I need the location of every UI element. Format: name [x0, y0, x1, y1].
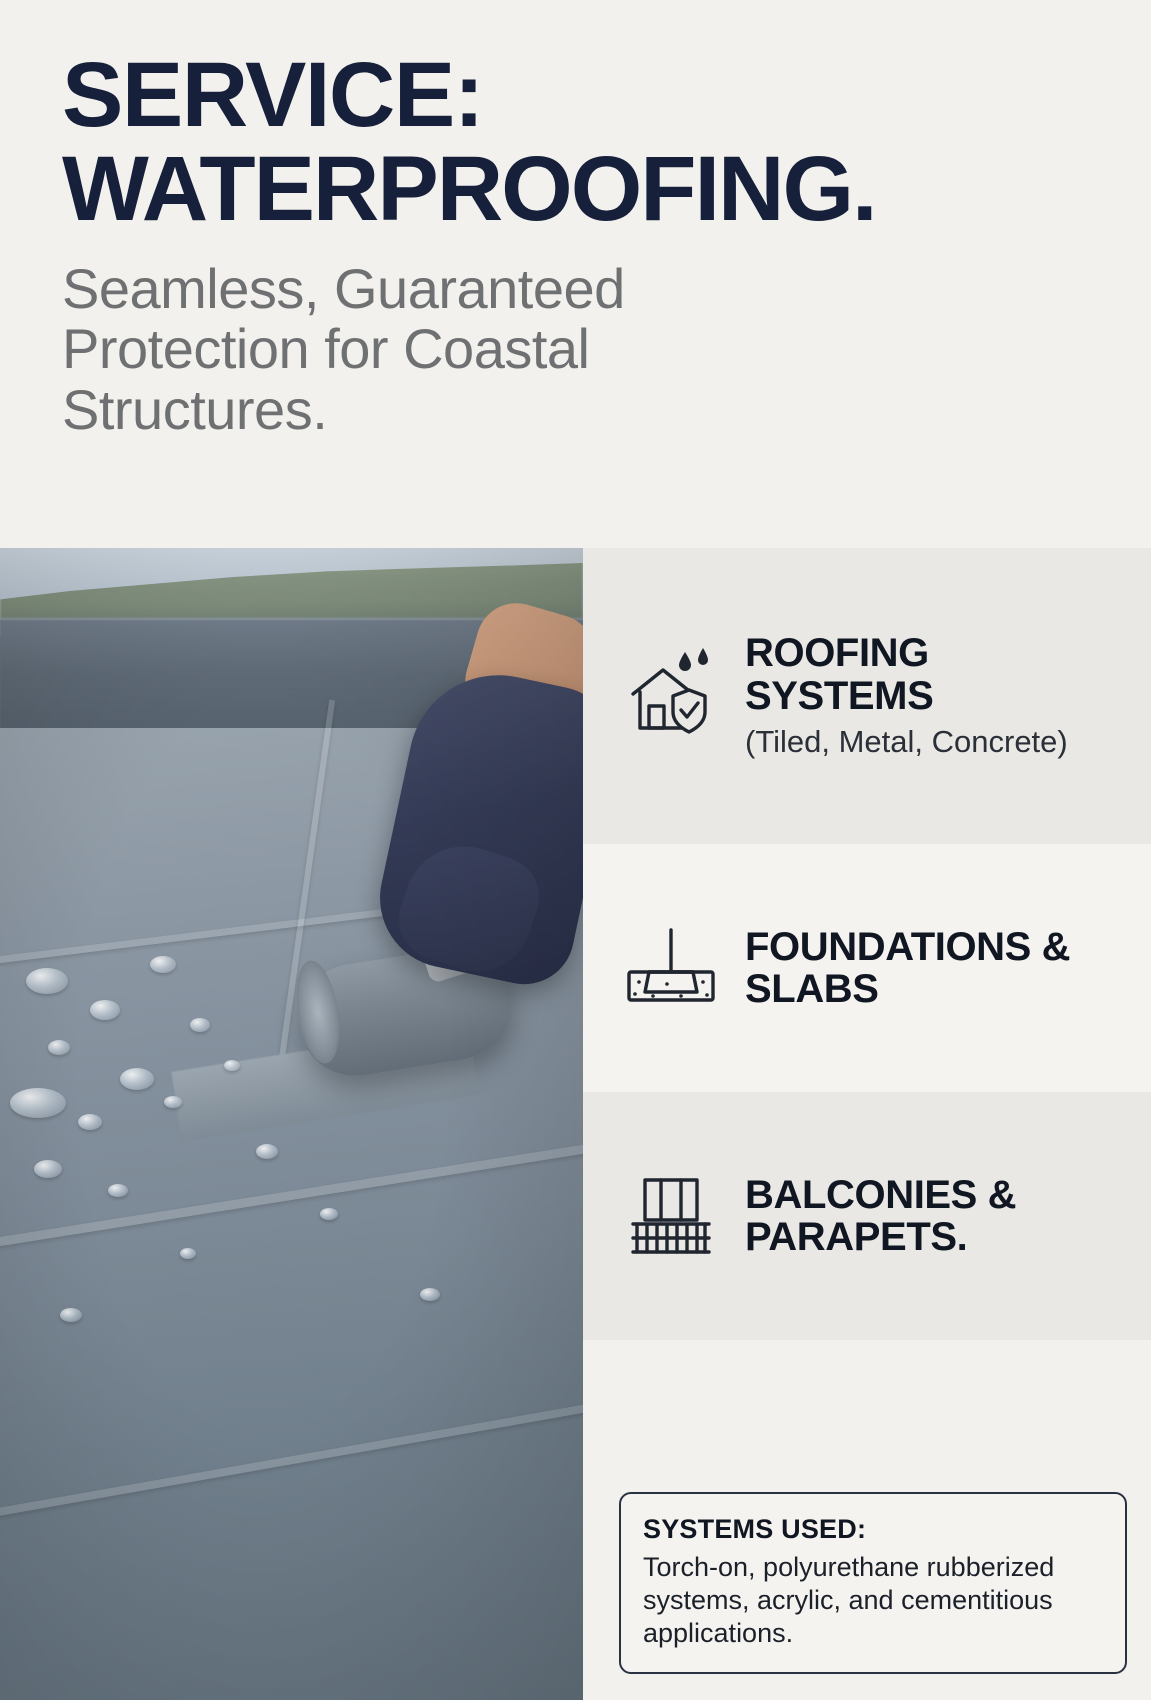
- features-column: [583, 548, 1151, 1700]
- page-title-line-2: WATERPROOFING.: [62, 138, 876, 241]
- feature-foundations-slabs: [583, 844, 1151, 1092]
- page-subtitle: Seamless, Guaranteed Protection for Coastal Structures.: [62, 256, 625, 441]
- feature-title: ROOFING SYSTEMS: [745, 631, 934, 718]
- feature-subtitle: (Tiled, Metal, Concrete): [745, 724, 1068, 760]
- body-split: [0, 548, 1151, 1700]
- foundation-slab-icon: [619, 916, 723, 1020]
- feature-text: [745, 632, 1127, 760]
- feature-roofing-systems: [583, 548, 1151, 844]
- feature-text: [745, 1174, 1127, 1259]
- header: [0, 0, 1151, 440]
- feature-title: BALCONIES & PARAPETS.: [745, 1172, 1017, 1259]
- house-water-shield-icon: [619, 644, 723, 748]
- photo-vignette: [0, 548, 583, 1700]
- balcony-railing-icon: [619, 1164, 723, 1268]
- systems-used-label: SYSTEMS USED:: [643, 1514, 867, 1545]
- feature-balconies-parapets: [583, 1092, 1151, 1340]
- systems-used-text: Torch-on, polyurethane rubberized systems, acrylic, and cementitious applications.: [643, 1552, 1055, 1649]
- page-title-line-1: SERVICE:: [62, 44, 483, 146]
- feature-title: FOUNDATIONS & SLABS: [745, 924, 1071, 1011]
- hero-photo: [0, 548, 583, 1700]
- feature-text: [745, 926, 1127, 1011]
- systems-used-box: [619, 1492, 1127, 1674]
- column-spacer: [583, 1340, 1151, 1492]
